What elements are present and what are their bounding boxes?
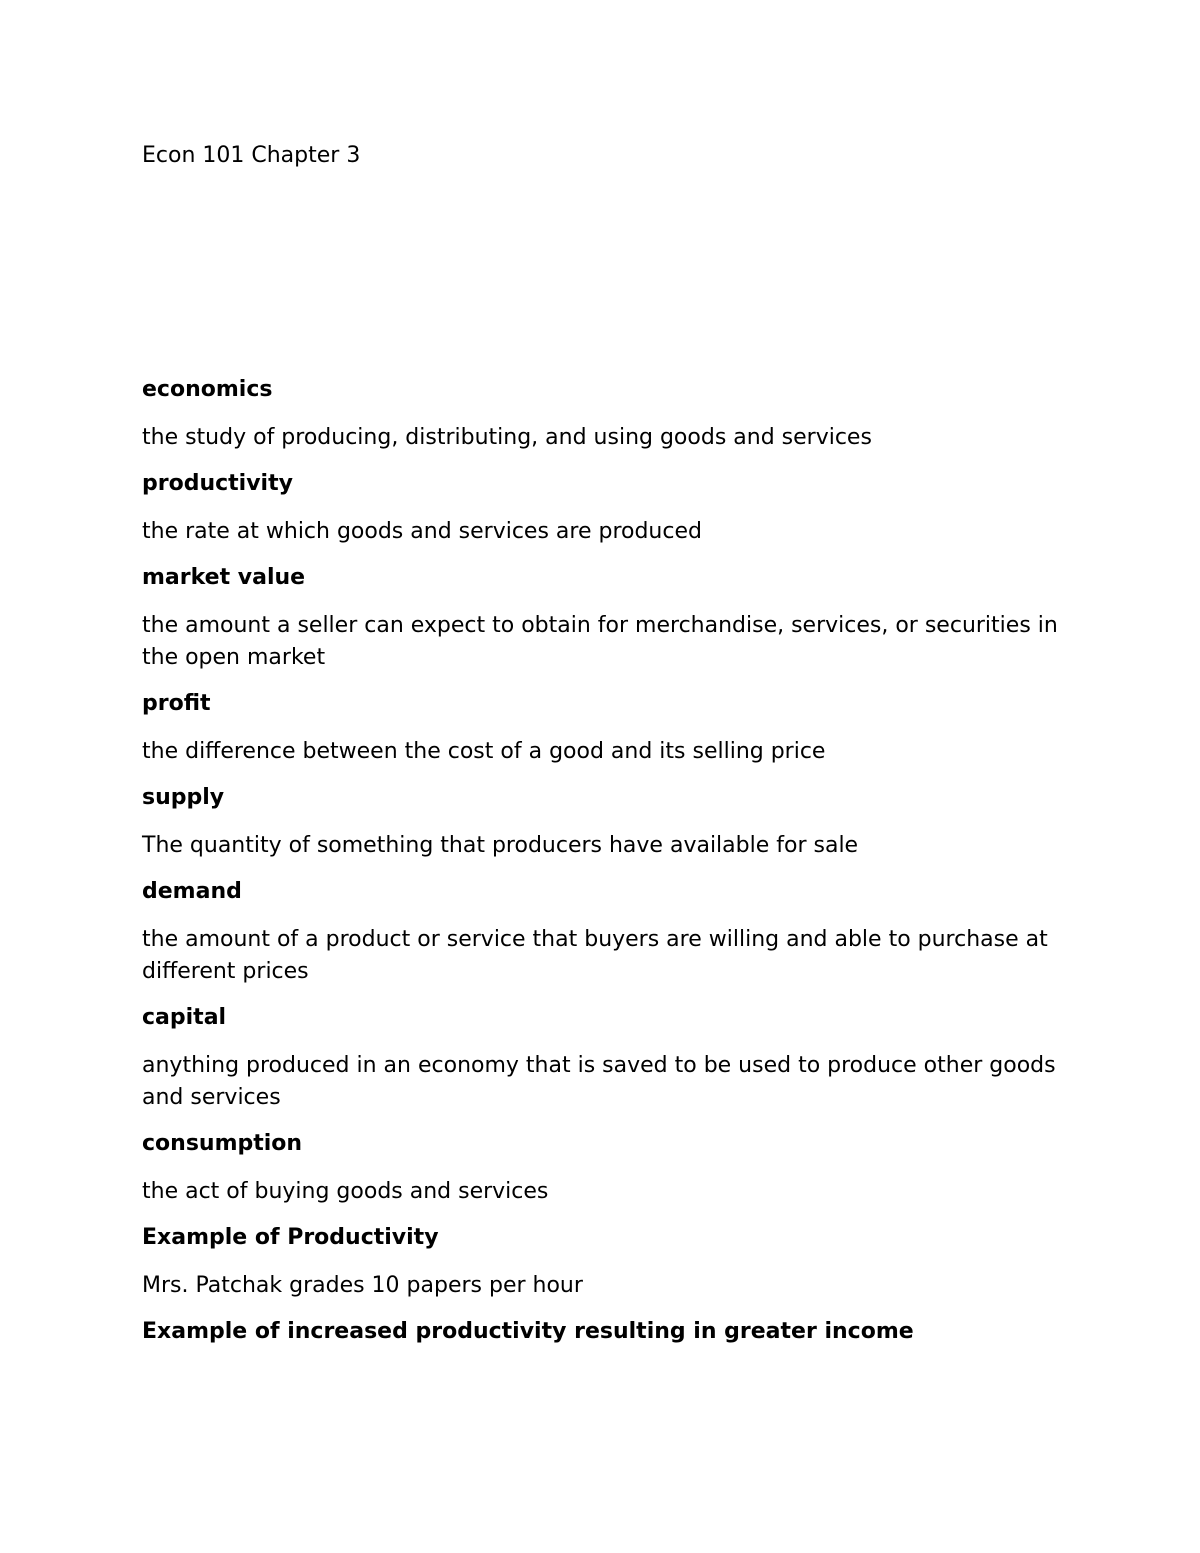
glossary-entry	[142, 1223, 1062, 1302]
term-definition: the difference between the cost of a good and its selling price	[142, 739, 826, 764]
term-definition: the study of producing, distributing, and using goods and services	[142, 425, 872, 450]
glossary-entry	[142, 375, 1062, 454]
term-definition: the rate at which goods and services are produced	[142, 519, 702, 544]
glossary-list	[142, 375, 1062, 1364]
glossary-entry	[142, 1317, 1062, 1347]
term-definition: the act of buying goods and services	[142, 1179, 549, 1204]
term-definition: the amount of a product or service that buyers are willing and able to purchase at different prices	[142, 927, 1048, 984]
term-heading: profit	[142, 691, 211, 716]
term-definition: the amount a seller can expect to obtain for merchandise, services, or securities in the open market	[142, 613, 1058, 670]
glossary-entry	[142, 783, 1062, 862]
document-title: Econ 101 Chapter 3	[142, 143, 361, 168]
term-heading: market value	[142, 565, 306, 590]
term-definition: anything produced in an economy that is saved to be used to produce other goods and services	[142, 1053, 1056, 1110]
term-heading: Example of increased productivity resulting in greater income	[142, 1319, 914, 1344]
term-definition: Mrs. Patchak grades 10 papers per hour	[142, 1273, 583, 1298]
glossary-entry	[142, 469, 1062, 548]
term-heading: demand	[142, 879, 242, 904]
glossary-entry	[142, 877, 1062, 988]
term-heading: capital	[142, 1005, 227, 1030]
glossary-entry	[142, 1129, 1062, 1208]
term-heading: productivity	[142, 471, 293, 496]
term-heading: Example of Productivity	[142, 1225, 439, 1250]
glossary-entry	[142, 1003, 1062, 1114]
glossary-entry	[142, 563, 1062, 674]
term-heading: supply	[142, 785, 225, 810]
term-definition: The quantity of something that producers have available for sale	[142, 833, 859, 858]
term-heading: consumption	[142, 1131, 303, 1156]
glossary-entry	[142, 689, 1062, 768]
term-heading: economics	[142, 377, 273, 402]
